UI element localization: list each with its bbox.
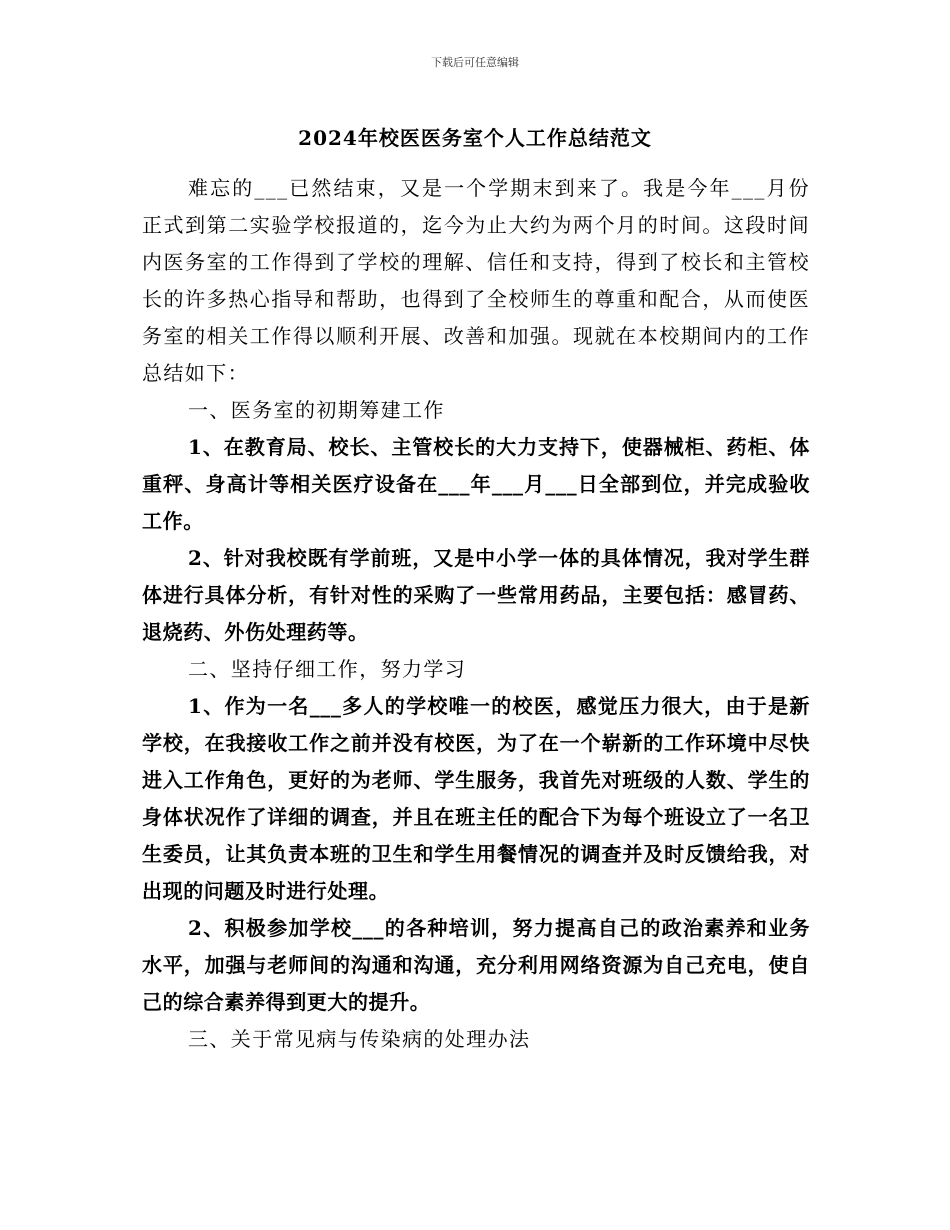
paragraph-2-2: 2、积极参加学校___的各种培训，努力提高自己的政治素养和业务水平，加强与老师间的沟通和沟通，充分利用网络资源为自己充电，使自己的综合素养得到更大的提升。: [142, 916, 810, 1014]
document-title: 2024年校医医务室个人工作总结范文: [298, 126, 652, 150]
paragraph-1-1: 1、在教育局、校长、主管校长的大力支持下，使器械柜、药柜、体重秤、身高计等相关医疗设备在___年___月___日全部到位，并完成验收工作。: [142, 435, 810, 533]
section-heading-3: 三、关于常见病与传染病的处理办法: [188, 1027, 531, 1051]
section-heading-2: 二、坚持仔细工作，努力学习: [188, 657, 467, 681]
document-body: [142, 170, 810, 1058]
paragraph-2-1: 1、作为一名___多人的学校唯一的校医，感觉压力很大，由于是新学校，在我接收工作之前并没有校医，为了在一个崭新的工作环境中尽快进入工作角色，更好的为老师、学生服务，我首先对班级的人数、学生的身体状况作了详细的调查，并且在班主任的配合下为每个班设立了一名卫生委员，让其负责本班的卫生和学生用餐情况的调查并及时反馈给我，对出现的问题及时进行处理。: [142, 694, 810, 903]
paragraph-1-2: 2、针对我校既有学前班，又是中小学一体的具体情况，我对学生群体进行具体分析，有针对性的采购了一些常用药品，主要包括：感冒药、退烧药、外伤处理药等。: [142, 546, 810, 644]
section-heading-1: 一、医务室的初期筹建工作: [188, 398, 445, 422]
paragraph-intro: 难忘的___已然结束，又是一个学期末到来了。我是今年___月份正式到第二实验学校报道的，迄今为止大约为两个月的时间。这段时间内医务室的工作得到了学校的理解、信任和支持，得到了校长和主管校长的许多热心指导和帮助，也得到了全校师生的尊重和配合，从而使医务室的相关工作得以顺利开展、改善和加强。现就在本校期间内的工作总结如下：: [142, 176, 810, 385]
header-note: 下载后可任意编辑: [431, 56, 519, 69]
